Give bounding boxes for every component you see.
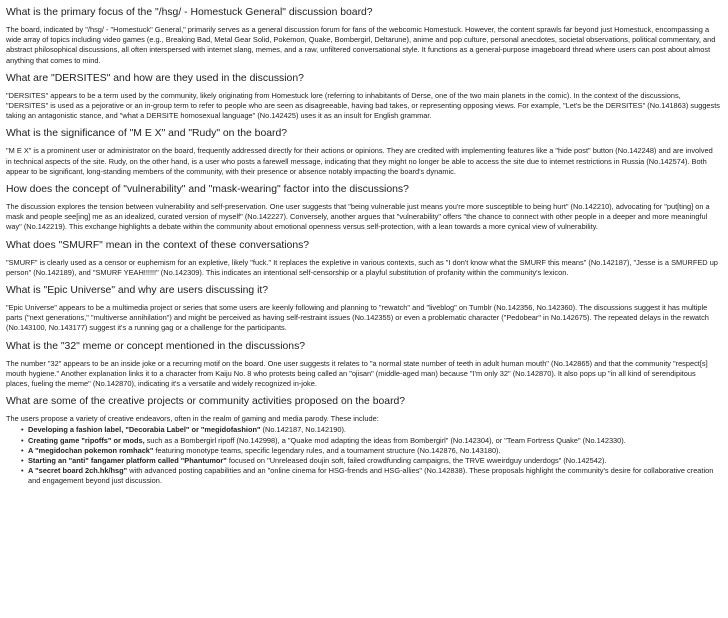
faq-section — [6, 395, 720, 486]
project-list — [6, 425, 720, 486]
faq-section — [6, 72, 720, 122]
question-heading: What is the "32" meme or concept mentioned in the discussions? — [6, 340, 306, 352]
answer-paragraph: "DERSITES" appears to be a term used by the community, likely originating from Homestuck lore (referring to inhabitants of Derse, one of the two main planets in the comic). In the context of the discussions, "DERSITES" is used as a pejorative or an in-group term to refer to people who are seen as disagreeable, having bad takes, or representing opposing views. For example, "Let's be the DERSITES" (No.141863) suggests taking an antagonistic stance, and "what a DERSITE homosexual language" (No.142425) uses it as an insult for English grammar. — [6, 90, 720, 121]
list-item-text: with advanced posting capabilities and an "online cinema for HSG-frends and HSG-allies" (No.142838). These proposals highlight the community's desire for collaborative creation and engagement beyond just discussion. — [28, 466, 714, 486]
answer-paragraph: "SMURF" is clearly used as a censor or euphemism for an expletive, likely "fuck." It replaces the expletive in various contexts, such as "I don't know what the SMURF this means" (No.142187), "Jesse is a SMURFED up person" (No.142189), and "SMURF YEAH!!!!!!" (No.142309). This indicates an intentional self-censorship or a playful substitution of profanity within the community's lexicon. — [6, 257, 718, 277]
list-item — [28, 425, 720, 435]
list-item-bold: Starting an "anti" fangamer platform called "Phantumor" — [28, 456, 227, 466]
answer-paragraph: "Epic Universe" appears to be a multimedia project or series that some users are keenly following and planning to "rewatch" and "liveblog" on Tumblr (No.142356, No.142360). The discussions suggest it has multiple parts ("next generations," "multiverse annihilation") and might be perceived as having self-restraint issues (No.142355) or even a problematic character ("Pedobear" in No.142675). The repeated delays in the rewatch (No.143100, No.143177) suggest it's a running gag or a challenge for the participants. — [6, 303, 709, 333]
list-item — [28, 456, 720, 466]
faq-section — [6, 183, 720, 233]
list-item-text: featuring monotype teams, specific legendary rules, and a tournament structure (No.142876, No.143180). — [153, 445, 501, 455]
answer-paragraph: The discussion explores the tension between vulnerability and self-preservation. One user suggests that "being vulnerable just means you're more susceptible to being hurt" (No.142210), advocating for "put[ting] on a mask and people see[ing] me as an idealized, curated version of myself" (No.142227). Conversely, another argues that "vulnerability" offers "the chance to connect with other people in a deeper and more meaningful way" (No.142219). This exchange highlights a debate within the community about emotional openness versus self-protection, with a lean towards a more cynical view of vulnerability. — [6, 202, 710, 232]
list-item-bold: Creating game "ripoffs" or mods, — [28, 435, 145, 445]
faq-section — [6, 127, 720, 177]
faq-section — [6, 284, 720, 334]
answer-paragraph: The board, indicated by "/hsg/ - "Homestuck" General," primarily serves as a general discussion forum for fans of the webcomic Homestuck. However, the content sprawls far beyond just Homestuck, encompassing a wide array of topics including video games (e.g., Breaking Bad, Metal Gear Solid, Pokemon, Quake, Bombergirl, Deltarune), anime and pop culture, personal anecdotes, societal observations, political commentary, and abstract philosophical discussions, all often interspersed with internet slang, memes, and a raw, unfiltered conversational style. It functions as a general-purpose imageboard thread where users can post about almost anything that comes to mind. — [6, 25, 716, 65]
question-heading: What are "DERSITES" and how are they used in the discussion? — [6, 72, 304, 84]
list-item-bold: A "secret board 2ch.hk/hsg" — [28, 466, 128, 476]
list-item — [28, 436, 720, 446]
question-heading: What is the significance of "M E X" and "Rudy" on the board? — [6, 128, 288, 140]
question-heading: What is the primary focus of the "/hsg/ - Homestuck General" discussion board? — [6, 7, 373, 18]
question-heading: What are some of the creative projects or community activities proposed on the board? — [6, 396, 406, 408]
list-item-bold: A "megidochan pokemon romhack" — [28, 445, 154, 455]
faq-section — [6, 6, 720, 66]
list-item-text: (No.142187, No.142190). — [260, 425, 346, 435]
question-heading: What is "Epic Universe" and why are users discussing it? — [6, 285, 269, 297]
list-item-bold: Developing a fashion label, "Decorabia Label" or "megidofashion" — [28, 425, 261, 435]
list-item-text: focused on "Unreleased doujin soft, failed crowdfunding campaigns, the TRVE wweirdguy underdogs" (No.142542). — [226, 456, 607, 466]
question-heading: How does the concept of "vulnerability" and "mask-wearing" factor into the discussions? — [6, 184, 409, 196]
answer-paragraph: The number "32" appears to be an inside joke or a recurring motif on the board. One user suggests it relates to "a normal state number of teeth in adult human mouth" (No.142865) and that the community "respect[s] mouth hygiene." Another explanation links it to a character from Kaiju No. 8 who protests being called an "ojisan" (middle-aged man) because "I'm only 32" (No.142870). It also pops up "in all kind of serendipitous places, fueling the meme" (No.142870), indicating it's a versatile and widely recognized in-joke. — [6, 358, 708, 389]
faq-section — [6, 239, 720, 278]
answer-paragraph: The users propose a variety of creative endeavors, often in the realm of gaming and media parody. These include: — [6, 414, 379, 424]
list-item — [28, 466, 720, 486]
faq-section — [6, 340, 720, 390]
answer-paragraph: "M E X" is a prominent user or administrator on the board, frequently addressed directly for their actions or opinions. They are credited with implementing features like a "hide post" button (No.142248) and are involved in technical aspects of the site. Rudy, on the other hand, is a user who posts a farewell message, indicating that they might no longer be able to access the site due to internet restrictions in Russia (No.142574). Both appear to be significant, long-standing members of the community, with their presence or absence notably impacting the board's dynamic. — [6, 146, 713, 176]
list-item — [28, 446, 720, 456]
question-heading: What does "SMURF" mean in the context of these conversations? — [6, 239, 310, 251]
list-item-text: such as a Bombergirl ripoff (No.142998), a "Quake mod adapting the ideas from Bombergirl" (No.142304), or "Team Fortress Quake" (No.142330). — [144, 435, 626, 445]
